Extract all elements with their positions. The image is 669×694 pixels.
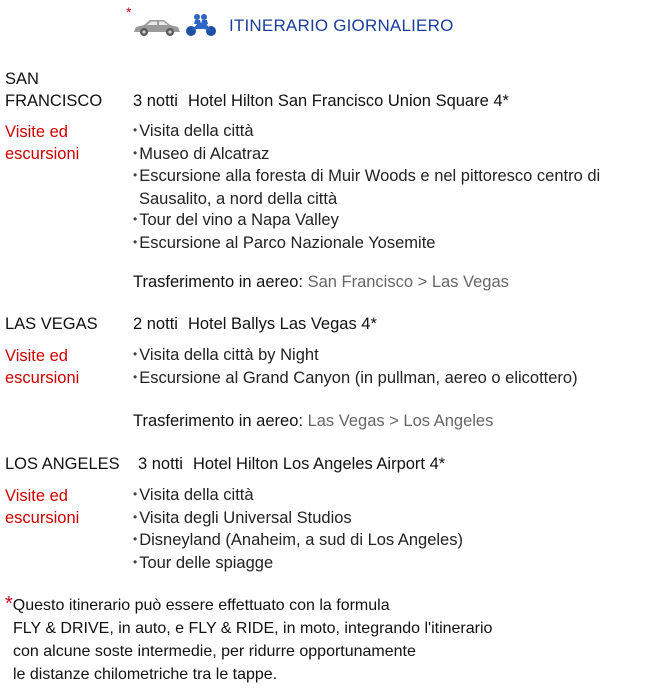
city-san-francisco xyxy=(5,68,102,112)
visits-label-line2: escursioni xyxy=(5,509,80,527)
visits-list-san-francisco xyxy=(133,121,600,256)
transfer-label: Trasferimento in aereo: xyxy=(133,273,303,291)
city-name-line2: FRANCISCO xyxy=(5,92,103,110)
list-item: • Visita della città xyxy=(133,486,254,504)
car-icon xyxy=(132,16,182,38)
hotel-name: Hotel Hilton Los Angeles Airport 4* xyxy=(192,455,446,473)
hotel-info-las-vegas xyxy=(133,313,387,335)
visits-label-line1: Visite ed xyxy=(5,123,68,141)
visits-label xyxy=(5,345,79,389)
visits-label-line1: Visite ed xyxy=(5,347,68,365)
visits-list-las-vegas xyxy=(133,345,578,390)
page-header xyxy=(126,6,506,40)
list-item: • Tour del vino a Napa Valley xyxy=(133,211,339,230)
hotel-name: Hotel Ballys Las Vegas 4* xyxy=(187,315,377,333)
visits-label-line1: Visite ed xyxy=(5,487,68,505)
motorcycle-icon xyxy=(184,12,218,38)
header-asterisk: * xyxy=(126,4,132,20)
transfer-route: San Francisco > Las Vegas xyxy=(307,273,509,291)
nights: 2 notti xyxy=(133,315,178,333)
page-title: ITINERARIO GIORNALIERO xyxy=(229,16,454,35)
nights: 3 notti xyxy=(133,92,178,110)
hotel-name: Hotel Hilton San Francisco Union Square 4* xyxy=(187,92,509,110)
transfer-label: Trasferimento in aereo: xyxy=(133,412,303,430)
visits-label xyxy=(5,121,79,165)
note-line4: le distanze chilometriche tra le tappe. xyxy=(13,666,278,683)
visits-list-los-angeles xyxy=(133,485,463,575)
list-item: • Disneyland (Anaheim, a sud di Los Angeles) xyxy=(133,531,463,550)
visits-label xyxy=(5,485,79,529)
list-item-continuation: Sausalito, a nord della città xyxy=(139,189,338,208)
visits-label-line2: escursioni xyxy=(5,145,80,163)
note-asterisk: * xyxy=(5,593,13,615)
list-item: • Visita della città xyxy=(133,122,254,140)
list-item: • Visita degli Universal Studios xyxy=(133,508,352,527)
visits-label-line2: escursioni xyxy=(5,369,80,387)
hotel-info-los-angeles xyxy=(138,453,455,475)
city-name-line1: SAN xyxy=(5,70,39,88)
list-item: • Escursione al Parco Nazionale Yosemite xyxy=(133,233,436,252)
list-item: • Escursione al Grand Canyon (in pullman, aereo o elicottero) xyxy=(133,368,578,387)
list-item: • Visita della città by Night xyxy=(133,346,319,364)
list-item: • Escursione alla foresta di Muir Woods e nel pittoresco centro di xyxy=(133,167,601,186)
transfer-san-francisco xyxy=(133,271,509,293)
list-item: • Tour delle spiagge xyxy=(133,553,274,572)
hotel-info-san-francisco xyxy=(133,90,519,112)
city-los-angeles: LOS ANGELES xyxy=(5,455,120,473)
nights: 3 notti xyxy=(138,455,183,473)
transfer-las-vegas xyxy=(133,410,493,432)
city-las-vegas: LAS VEGAS xyxy=(5,315,98,333)
itinerary-note xyxy=(5,593,645,686)
note-line2: FLY & DRIVE, in auto, e FLY & RIDE, in moto, integrando l'itinerario xyxy=(13,620,493,637)
list-item: • Museo di Alcatraz xyxy=(133,144,270,163)
transfer-route: Las Vegas > Los Angeles xyxy=(307,412,494,430)
note-line1: *Questo itinerario può essere effettuato con la formula xyxy=(5,593,390,615)
note-line3: con alcune soste intermedie, per ridurre opportunamente xyxy=(13,643,416,660)
